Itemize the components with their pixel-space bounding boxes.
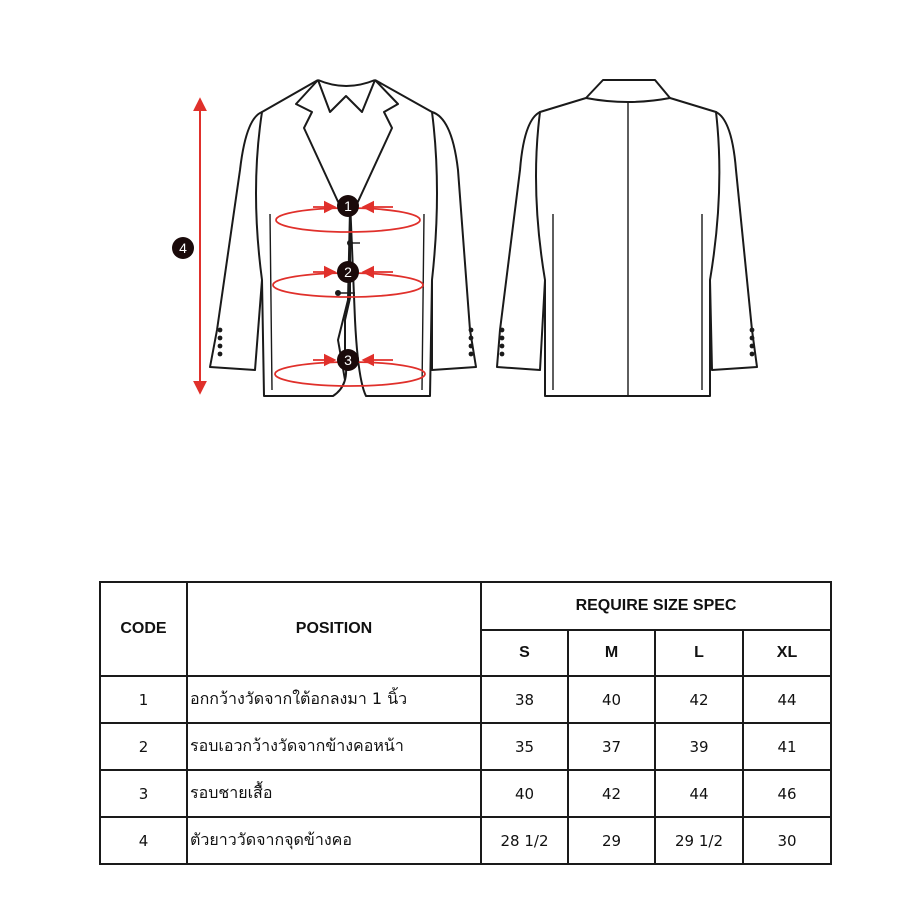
row-position: รอบเอวกว้างวัดจากข้างคอหน้า [187,723,481,770]
row-value-s: 40 [481,770,568,817]
position-header: POSITION [187,582,481,676]
row-value-m: 40 [568,676,655,723]
row-value-l: 42 [655,676,743,723]
front-left-lapel [296,80,344,210]
row-code: 4 [100,817,187,864]
row-value-xl: 44 [743,676,831,723]
size-header-l: L [655,630,743,676]
front-right-lapel [350,80,398,210]
spec-header: REQUIRE SIZE SPEC [481,582,831,630]
measurement-guides [200,100,425,392]
marker-4 [172,237,194,259]
back-right-sleeve [710,112,757,370]
back-left-sleeve [497,112,545,370]
row-code: 2 [100,723,187,770]
jacket-measurement-diagram [0,0,900,430]
row-value-l: 44 [655,770,743,817]
row-value-l: 29 1/2 [655,817,743,864]
row-value-xl: 30 [743,817,831,864]
jacket-back [497,80,757,396]
row-value-m: 29 [568,817,655,864]
row-value-xl: 46 [743,770,831,817]
front-body-outline [256,80,437,396]
svg-text:1: 1 [344,198,352,214]
row-value-s: 28 1/2 [481,817,568,864]
front-inner-collar [318,80,375,112]
code-header: CODE [100,582,187,676]
size-header-m: M [568,630,655,676]
table-row [100,770,831,817]
marker-3 [337,349,359,371]
size-header-xl: XL [743,630,831,676]
row-position: รอบชายเสื้อ [187,770,481,817]
front-left-sleeve [210,112,262,370]
svg-text:2: 2 [344,264,352,280]
row-value-l: 39 [655,723,743,770]
row-code: 3 [100,770,187,817]
table-row [100,817,831,864]
row-value-s: 35 [481,723,568,770]
marker-1 [337,195,359,217]
row-position: ตัวยาววัดจากจุดข้างคอ [187,817,481,864]
jacket-front [210,80,476,396]
row-position: อกกว้างวัดจากใต้อกลงมา 1 นิ้ว [187,676,481,723]
row-value-s: 38 [481,676,568,723]
size-header-s: S [481,630,568,676]
row-code: 1 [100,676,187,723]
front-collar [318,80,375,86]
table-row [100,723,831,770]
row-value-xl: 41 [743,723,831,770]
svg-text:4: 4 [179,240,187,256]
marker-2 [337,261,359,283]
row-value-m: 42 [568,770,655,817]
size-spec-table [99,581,832,865]
svg-text:3: 3 [344,352,352,368]
back-collar [586,80,670,102]
table-row [100,676,831,723]
back-cuff-buttons [500,328,755,357]
row-value-m: 37 [568,723,655,770]
